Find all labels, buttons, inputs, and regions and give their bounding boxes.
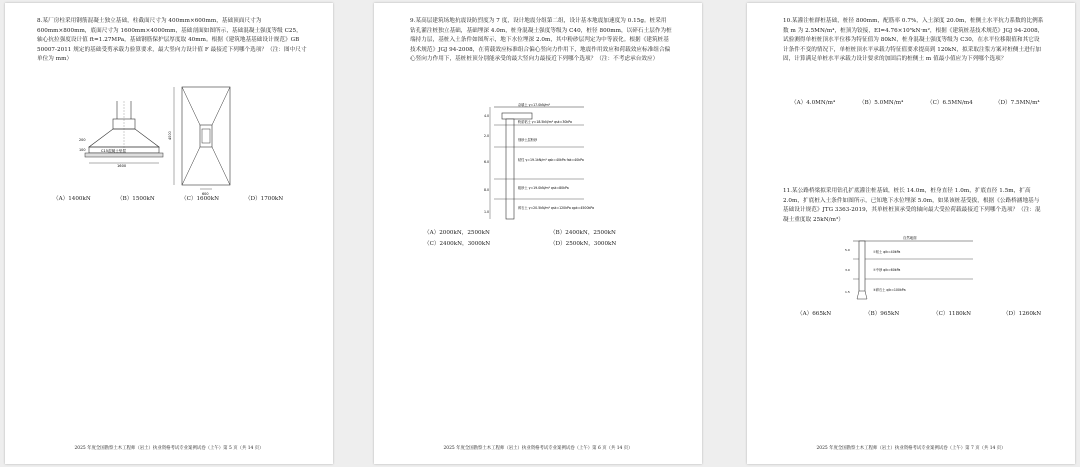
question-10-text: 10.某灌注桩群桩基础，桩径 800mm，配筋率 0.7%，入土深度 20.0m，桩侧土水平抗力系数的比例系数 m 为 2.5MN/m⁴，桩顶为铰接，EI=4.76×10⁵kN·m²，根据《建筑桩基技术规范》JGJ 94-2008，试验测得单桩桩顶水平位移为特征值为 80kN，桩身混凝土强度等级为 C30，在水平位移限值和其它设计条件不变的情况下，单桩桩顶水平承载力特征值要求提高到 120kN，拟采取注浆方案对桩侧土进行加固，计算满足单桩水平承载力设计要求的加固后的桩侧土 m 值最小值应为下列哪个选项？ — [783, 18, 1044, 63]
exam-page-7 — [747, 3, 1075, 464]
page-footer: 2025 年度全国勘察土木工程师（岩土）执业资格考试专业案例试卷（上午）第 5 页（共 14 页） — [74, 446, 264, 451]
dim-600: 600 — [202, 192, 209, 196]
question-11-options — [797, 310, 1057, 320]
dim-3: 6.0 — [484, 160, 490, 164]
option-a[interactable]: （A）1400kN — [53, 196, 91, 202]
layer-6: 碎石土 γ=20.5kN/m³ qsk=120kPa qpk=4500kPa — [518, 206, 595, 210]
layer-4: 粘性 γ=19.1kN/m³ qsk=40kPa fak=40kPa — [518, 158, 584, 162]
question-8-text: 8.某厂房柱采用钢筋混凝土独立基础，柱截面尺寸为 400mm×600mm，基础顶面尺寸为 600mm×800mm，底面尺寸为 1600mm×4000mm，基础剖面如图所示，基础混凝土强度等级 C25，轴心抗拉强度设计值 ft=1.27MPa，基础钢筋保护层厚度取 40mm。根据《建筑地基基础设计规范》GB 50007-2011 规定的基础受剪承载力验算要求，最大竖向力设计值 F 最接近下列哪个选项？（注：图中尺寸单位为 mm） — [37, 18, 307, 63]
dim-100: 100 — [79, 148, 86, 152]
option-d[interactable]: （D）1260kN — [1003, 311, 1042, 317]
dim-a: 5.0 — [845, 248, 850, 252]
dim-b: 3.0 — [845, 268, 850, 272]
option-d[interactable]: （D）1700kN — [245, 196, 284, 202]
dim-1600: 1600 — [117, 164, 127, 168]
layer-2: 粉质粘土 γ=18.5kN/m³ qsk=30kPa — [518, 120, 572, 124]
layer-gravel: ③碎石土 qik=100kPa — [873, 288, 906, 292]
layer-1: 杂填土 γ=17.0kN/m³ — [518, 103, 550, 107]
option-c[interactable]: （C）2400kN，3000kN — [424, 241, 491, 247]
dim-5: 1.0 — [484, 210, 490, 214]
dim-2: 2.0 — [484, 134, 490, 138]
question-8-options — [53, 195, 313, 205]
option-a[interactable]: （A）665kN — [797, 311, 832, 317]
layer-5: 粗砂土 γ=19.0kN/m³ qsk=80kPa — [518, 186, 569, 190]
option-c[interactable]: （C）1180kN — [933, 311, 971, 317]
question-9-options — [424, 229, 684, 251]
page-footer: 2025 年度全国勘察土木工程师（岩土）执业资格考试专业案例试卷（上午）第 6 页（共 14 页） — [443, 446, 633, 451]
belled-pile-diagram — [845, 235, 973, 305]
dim-c: 1.5 — [845, 290, 850, 294]
question-11-text: 11.某公路桥梁拟采用钻孔扩底灌注桩基础，桩长 14.0m，桩身直径 1.0m，扩底直径 1.5m，扩高 2.0m，扩底桩入土条件如图所示，已知地下水位埋深 5.0m，如果该桩基受拔，根据《公路桥涵地基与基础设计规范》JTG 3363-2019，其单桩桩顶承受的轴向最大受拉荷载最接近下列哪个选项？（注：混凝土重度取 25kN/m³） — [783, 188, 1041, 223]
exam-page-6 — [374, 3, 702, 464]
option-d[interactable]: （D）2500kN，3000kN — [550, 241, 617, 247]
layer-clay: ①粘土 qik=40kPa — [873, 250, 901, 254]
foundation-plan-diagram — [168, 85, 242, 196]
pile-soil-profile-diagram — [484, 101, 594, 223]
dim-4: 8.0 — [484, 188, 490, 192]
layer-3: 细砂土层粉砂 — [518, 138, 538, 142]
option-a[interactable]: （A）4.0MN/m⁴ — [791, 100, 836, 106]
dim-1: 4.0 — [484, 114, 490, 118]
dim-4000: 4000 — [168, 131, 172, 140]
page-footer: 2025 年度全国勘察土木工程师（岩土）执业资格考试专业案例试卷（上午）第 7 页（共 14 页） — [816, 446, 1006, 451]
option-b[interactable]: （B）2400kN，2500kN — [550, 230, 616, 236]
option-d[interactable]: （D）7.5MN/m⁴ — [995, 100, 1040, 106]
layer-sand: ②中砂 qik=60kPa — [873, 268, 901, 272]
option-b[interactable]: （B）5.0MN/m⁴ — [859, 100, 904, 106]
option-a[interactable]: （A）2000kN，2500kN — [424, 230, 490, 236]
ground-label: 自然地面 — [903, 236, 917, 240]
question-10-options — [791, 99, 1051, 109]
option-b[interactable]: （B）1500kN — [117, 196, 155, 202]
cushion-label: C15混凝土垫层 — [101, 149, 127, 153]
option-c[interactable]: （C）1600kN — [181, 196, 219, 202]
question-9-text: 9.某高层建筑场地抗震设防烈度为 7 度，设计地震分组第二组，设计基本地震加速度为 0.15g。桩采用钻孔灌注桩独立基础，基础埋深 4.0m，桩身混凝土强度等级为 C40，桩径 800mm，以碎石土层作为桩端持力层，基桩入土条件如图所示，地下水位埋深 2.0m，其中粉砂层判定为中等液化。根据《建筑桩基技术规范》JGJ 94-2008，在荷载效应标准组合偏心竖向力作用下，地震作用效应和荷载效应标准组合偏心竖向力作用下，基桩桩顶分别能承受的最大竖向力最接近下列哪个选项？（注：不考虑承台效应） — [410, 18, 672, 63]
dim-200: 200 — [79, 138, 86, 142]
option-c[interactable]: （C）6.5MN/m4 — [927, 100, 973, 106]
foundation-section-diagram — [77, 101, 167, 171]
exam-page-5 — [5, 3, 333, 464]
option-b[interactable]: （B）965kN — [865, 311, 900, 317]
